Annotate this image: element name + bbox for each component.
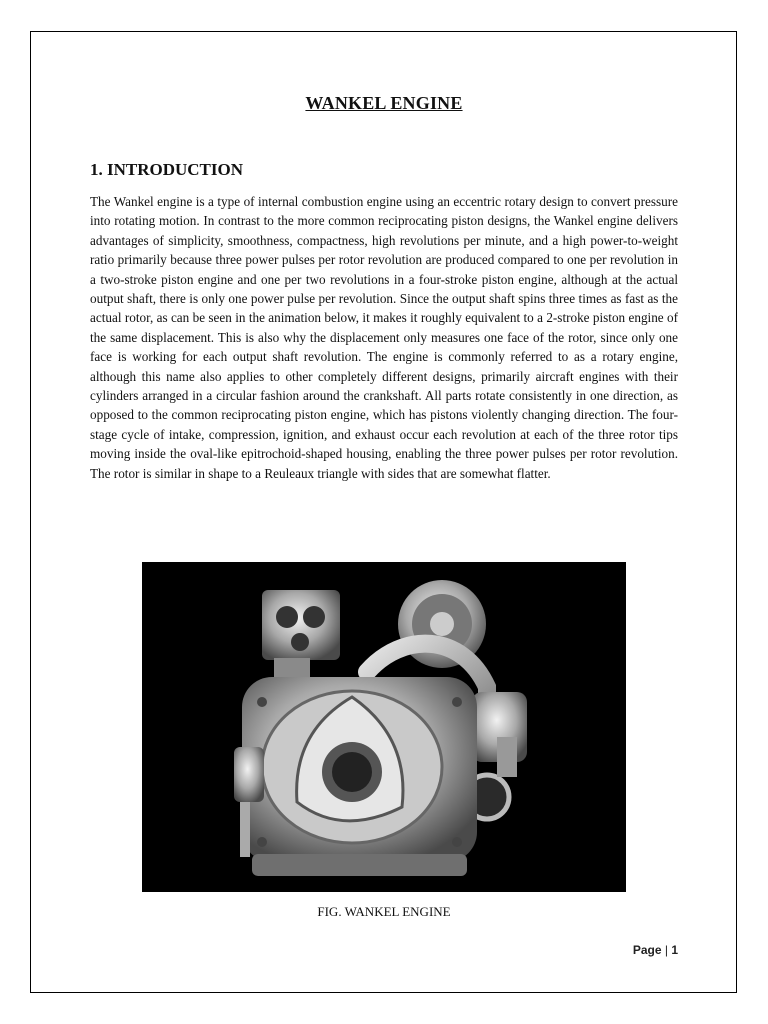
page-label: Page	[632, 943, 662, 957]
rotor-housing	[242, 677, 477, 862]
document-title: WANKEL ENGINE	[305, 93, 463, 113]
page-number-footer	[633, 943, 678, 957]
engine-figure	[142, 562, 626, 892]
body-paragraph: The Wankel engine is a type of internal combustion engine using an eccentric rotary design to convert pressure into rotating motion. In contrast to the more common reciprocating piston designs, the Wankel engine delivers advantages of simplicity, smoothness, compactness, high revolutions per minute, and a high power-to-weight ratio primarily because three power pulses per rotor revolution are produced compared to one per revolution in a two-stroke piston engine and one per two revolutions in a four-stroke piston engine, although at the actual output shaft, there is only one power pulse per revolution. Since the output shaft spins three times as fast as the actual rotor, as can be seen in the animation below, it makes it roughly equivalent to a 2-stroke piston engine of the same displacement. This is also why the displacement only measures one face of the rotor, since only one face is working for each output shaft revolution. The engine is commonly referred to as a rotary engine, although this name also applies to other completely different designs, primarily aircraft engines with their cylinders arranged in a circular fashion around the crankshaft. All parts rotate consistently in one direction, as opposed to the common reciprocating piston engine, which has pistons violently changing direction. The four-stage cycle of intake, compression, ignition, and exhaust occur each revolution at each of the three rotor tips moving inside the oval-like epitrochoid-shaped housing, enabling the three power pulses per rotor revolution. The rotor is similar in shape to a Reuleaux triangle with sides that are somewhat flatter.	[90, 194, 678, 481]
oil-pan	[252, 854, 467, 876]
figure-caption: FIG. WANKEL ENGINE	[317, 904, 451, 919]
wankel-engine-illustration	[142, 562, 626, 892]
page-separator: |	[664, 943, 668, 957]
section-heading: 1. INTRODUCTION	[90, 160, 244, 179]
page-number: 1	[671, 943, 678, 957]
